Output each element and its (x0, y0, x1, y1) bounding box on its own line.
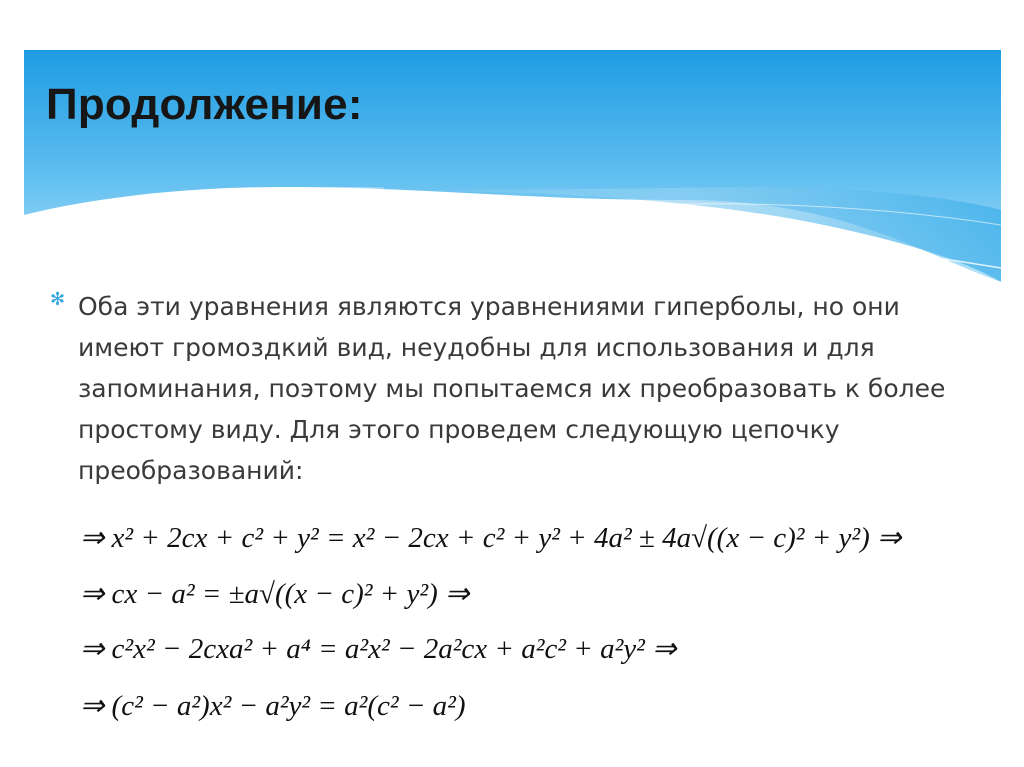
bullet-text: Оба эти уравнения являются уравнениями гиперболы, но они имеют громоздкий вид, неудобны для использования и для запоминания, поэтому мы попытаемся их преобразовать к более простому виду. Для этого проведем следующую цепочку преобразований: (78, 292, 946, 485)
equation-1: ⇒ x² + 2cx + c² + y² = x² − 2cx + c² + y² + 4a² ± 4a√((x − c)² + y²) ⇒ (80, 522, 902, 554)
equation-2: ⇒ cx − a² = ±a√((x − c)² + y²) ⇒ (80, 578, 470, 610)
asterisk-bullet-icon: ✻ (50, 289, 66, 310)
slide (24, 50, 1001, 762)
slide-title: Продолжение: (46, 80, 363, 129)
equation-4: ⇒ (c² − a²)x² − a²y² = a²(c² − a²) (80, 690, 466, 722)
equation-3: ⇒ c²x² − 2cxa² + a⁴ = a²x² − 2a²cx + a²c² + a²y² ⇒ (80, 633, 677, 665)
